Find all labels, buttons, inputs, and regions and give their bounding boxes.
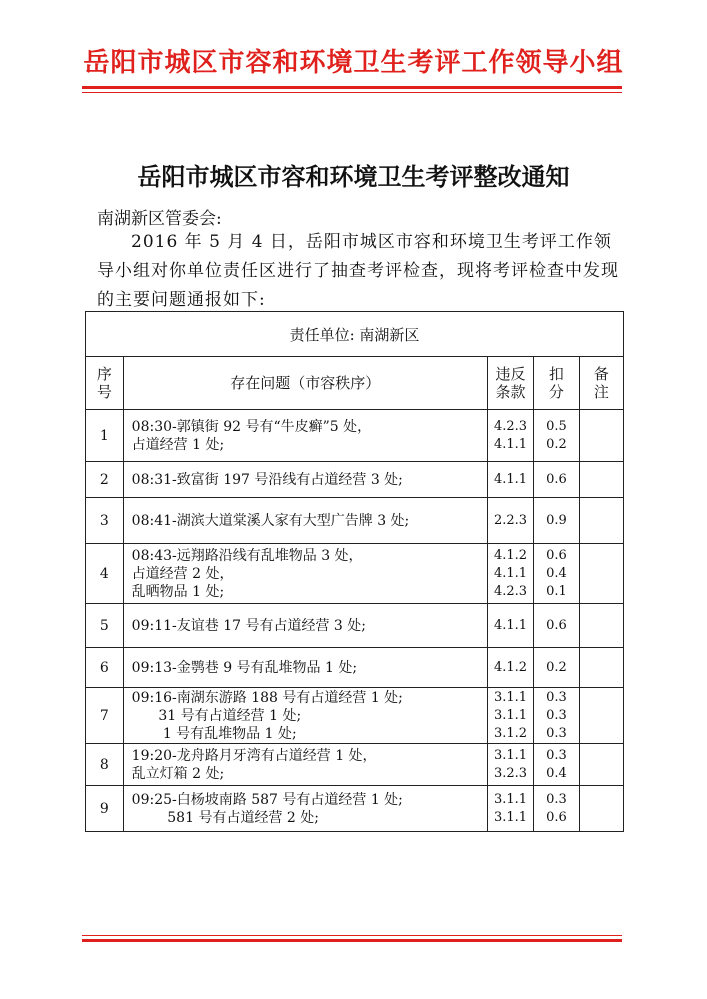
issue-line: 31 号有占道经营 1 处; [131, 707, 302, 724]
clause-value: 4.1.1 [494, 436, 528, 452]
row-note [579, 462, 623, 498]
points-value: 0.3 [546, 747, 567, 763]
points-value: 0.3 [546, 707, 567, 723]
points-value: 0.3 [546, 725, 567, 741]
clause-value: 4.1.1 [494, 471, 528, 487]
clause-value: 3.2.3 [494, 765, 528, 781]
issue-line: 1 号有乱堆物品 1 处; [131, 725, 297, 742]
table-row [86, 786, 624, 832]
table-row [86, 498, 624, 544]
row-issue [123, 410, 487, 462]
row-clause [487, 544, 533, 604]
row-clause [487, 648, 533, 688]
row-issue [123, 462, 487, 498]
row-issue [123, 786, 487, 832]
row-clause [487, 604, 533, 648]
issue-line: 09:13-金鹗巷 9 号有乱堆物品 1 处; [131, 659, 358, 676]
table-row [86, 688, 624, 744]
row-number: 3 [86, 498, 124, 544]
row-points [534, 786, 580, 832]
row-number: 7 [86, 688, 124, 744]
row-issue [123, 648, 487, 688]
points-value: 0.6 [546, 809, 567, 825]
points-value: 0.1 [546, 583, 567, 599]
row-note [579, 744, 623, 786]
row-number: 4 [86, 544, 124, 604]
clause-value: 3.1.1 [494, 689, 528, 705]
row-number: 6 [86, 648, 124, 688]
header-issue: 存在问题（市容秩序） [123, 357, 487, 410]
table-row [86, 648, 624, 688]
points-value: 0.6 [546, 617, 567, 633]
row-clause [487, 786, 533, 832]
row-number: 8 [86, 744, 124, 786]
row-clause [487, 410, 533, 462]
header-clause: 违反 条款 [487, 357, 533, 410]
row-note [579, 410, 623, 462]
clause-value: 3.1.1 [494, 707, 528, 723]
points-value: 0.5 [546, 418, 567, 434]
clause-value: 4.1.2 [494, 547, 528, 563]
points-value: 0.3 [546, 689, 567, 705]
header-points: 扣 分 [534, 357, 580, 410]
row-points [534, 498, 580, 544]
issue-line: 09:25-白杨坡南路 587 号有占道经营 1 处; [131, 791, 403, 808]
issue-line: 乱立灯箱 2 处; [131, 765, 225, 782]
row-issue [123, 498, 487, 544]
row-issue [123, 688, 487, 744]
clause-value: 4.2.3 [494, 583, 528, 599]
row-issue [123, 544, 487, 604]
row-note [579, 786, 623, 832]
clause-value: 3.1.1 [494, 809, 528, 825]
clause-value: 3.1.1 [494, 747, 528, 763]
table-caption: 责任单位: 南湖新区 [86, 312, 624, 357]
issue-line: 09:16-南湖东游路 188 号有占道经营 1 处; [131, 689, 403, 706]
clause-value: 2.2.3 [494, 512, 528, 528]
row-clause [487, 744, 533, 786]
row-points [534, 648, 580, 688]
row-number: 2 [86, 462, 124, 498]
points-value: 0.4 [546, 765, 567, 781]
issue-line: 乱晒物品 1 处; [131, 583, 225, 600]
header-note: 备 注 [579, 357, 623, 410]
header-rule-thick [82, 86, 622, 89]
row-points [534, 544, 580, 604]
issue-line: 08:30-郭镇街 92 号有“牛皮癣”5 处， [131, 418, 372, 435]
row-clause [487, 688, 533, 744]
row-points [534, 604, 580, 648]
issue-line: 08:31-致富街 197 号沿线有占道经营 3 处; [131, 471, 403, 488]
row-number: 5 [86, 604, 124, 648]
row-clause [487, 462, 533, 498]
row-note [579, 604, 623, 648]
row-issue [123, 604, 487, 648]
issues-table [85, 311, 624, 832]
points-value: 0.6 [546, 471, 567, 487]
row-issue [123, 744, 487, 786]
clause-value: 3.1.1 [494, 791, 528, 807]
clause-value: 3.1.2 [494, 725, 528, 741]
clause-value: 4.1.1 [494, 565, 528, 581]
addressee: 南湖新区管委会: [97, 209, 222, 229]
row-note [579, 648, 623, 688]
table-row [86, 544, 624, 604]
row-number: 9 [86, 786, 124, 832]
table-row [86, 744, 624, 786]
row-points [534, 688, 580, 744]
points-value: 0.3 [546, 791, 567, 807]
footer-rule-thick [82, 939, 622, 942]
row-number: 1 [86, 410, 124, 462]
notice-title: 岳阳市城区市容和环境卫生考评整改通知 [137, 163, 570, 191]
issue-line: 占道经营 2 处， [131, 565, 234, 582]
points-value: 0.2 [546, 659, 567, 675]
row-note [579, 688, 623, 744]
row-note [579, 544, 623, 604]
footer-rule-thin [82, 935, 622, 936]
table-row [86, 462, 624, 498]
table-row [86, 410, 624, 462]
row-note [579, 498, 623, 544]
notice-body: 2016 年 5 月 4 日，岳阳市城区市容和环境卫生考评工作领导小组对你单位责任区进行了抽查考评检查，现将考评检查中发现的主要问题通报如下: [97, 232, 619, 310]
clause-value: 4.1.1 [494, 617, 528, 633]
points-value: 0.4 [546, 565, 567, 581]
row-points [534, 744, 580, 786]
row-clause [487, 498, 533, 544]
issue-line: 09:11-友谊巷 17 号有占道经营 3 处; [131, 617, 366, 634]
points-value: 0.6 [546, 547, 567, 563]
points-value: 0.2 [546, 436, 567, 452]
issue-line: 08:41-湖滨大道棠溪人家有大型广告牌 3 处; [131, 512, 410, 529]
clause-value: 4.2.3 [494, 418, 528, 434]
organization-header: 岳阳市城区市容和环境卫生考评工作领导小组 [83, 48, 624, 78]
header-no: 序 号 [86, 357, 124, 410]
row-points [534, 410, 580, 462]
issue-line: 占道经营 1 处; [131, 436, 225, 453]
clause-value: 4.1.2 [494, 659, 528, 675]
row-points [534, 462, 580, 498]
issue-line: 08:43-远翔路沿线有乱堆物品 3 处， [131, 547, 363, 564]
table-row [86, 604, 624, 648]
points-value: 0.9 [546, 512, 567, 528]
header-rule-thin [82, 92, 622, 93]
issue-line: 19:20-龙舟路月牙湾有占道经营 1 处， [131, 747, 377, 764]
issue-line: 581 号有占道经营 2 处; [131, 809, 319, 826]
